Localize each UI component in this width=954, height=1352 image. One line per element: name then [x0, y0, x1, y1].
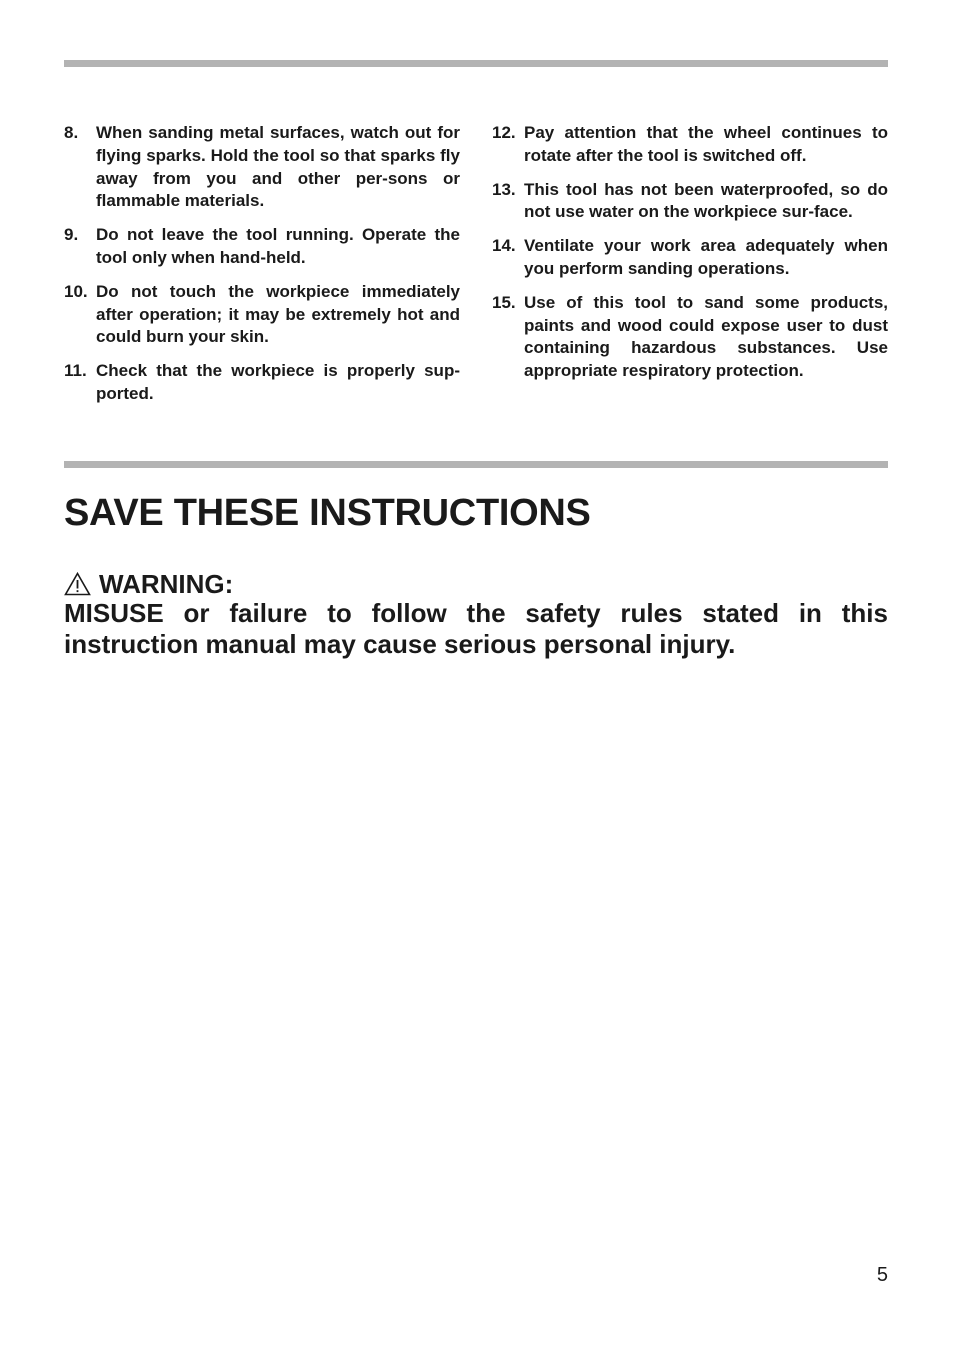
item-number: 10. [64, 281, 88, 301]
list-item [492, 122, 888, 168]
item-number: 8. [64, 123, 79, 142]
item-text: This tool has not been waterproofed, so do not use water on the workpiece sur-face. [524, 179, 888, 222]
warning-text: MISUSE or failure to follow the safety rules stated in this instruction manual may cause serious personal injury. [64, 598, 888, 659]
list-item [64, 281, 460, 349]
list-item [492, 179, 888, 225]
save-instructions-heading: SAVE THESE INSTRUCTIONS [64, 492, 591, 534]
top-rule [64, 60, 888, 67]
list-item [492, 292, 888, 383]
item-number: 13. [492, 179, 516, 199]
list-item [64, 224, 460, 270]
list-item [492, 235, 888, 281]
item-number: 9. [64, 225, 79, 245]
item-number: 11. [64, 361, 87, 381]
item-number: 12. [492, 123, 516, 142]
item-text: Do not leave the tool running. Operate the tool only when hand-held. [96, 225, 460, 267]
item-text: Do not touch the workpiece immediately after operation; it may be extremely hot and could burn your skin. [96, 281, 460, 347]
warning-label: WARNING: [99, 569, 234, 599]
item-number: 15. [492, 292, 516, 312]
warning-heading [64, 568, 233, 600]
left-column [64, 122, 460, 417]
list-item [64, 122, 460, 213]
item-number: 14. [492, 236, 516, 256]
item-text: Check that the workpiece is properly sup-ported. [96, 361, 460, 403]
warning-triangle-icon [64, 572, 91, 596]
right-column [492, 122, 888, 394]
section-rule [64, 461, 888, 468]
item-text: Ventilate your work area adequately when you perform sanding operations. [524, 236, 888, 278]
page-number: 5 [876, 1264, 888, 1286]
list-item [64, 360, 460, 406]
item-text: When sanding metal surfaces, watch out for flying sparks. Hold the tool so that sparks fly away from you and other per-sons or flammable materials. [96, 123, 460, 211]
item-text: Use of this tool to sand some products, paints and wood could expose user to dust containing hazardous substances. Use appropriate respiratory protection. [524, 292, 888, 381]
item-text: Pay attention that the wheel continues to rotate after the tool is switched off. [524, 123, 888, 165]
